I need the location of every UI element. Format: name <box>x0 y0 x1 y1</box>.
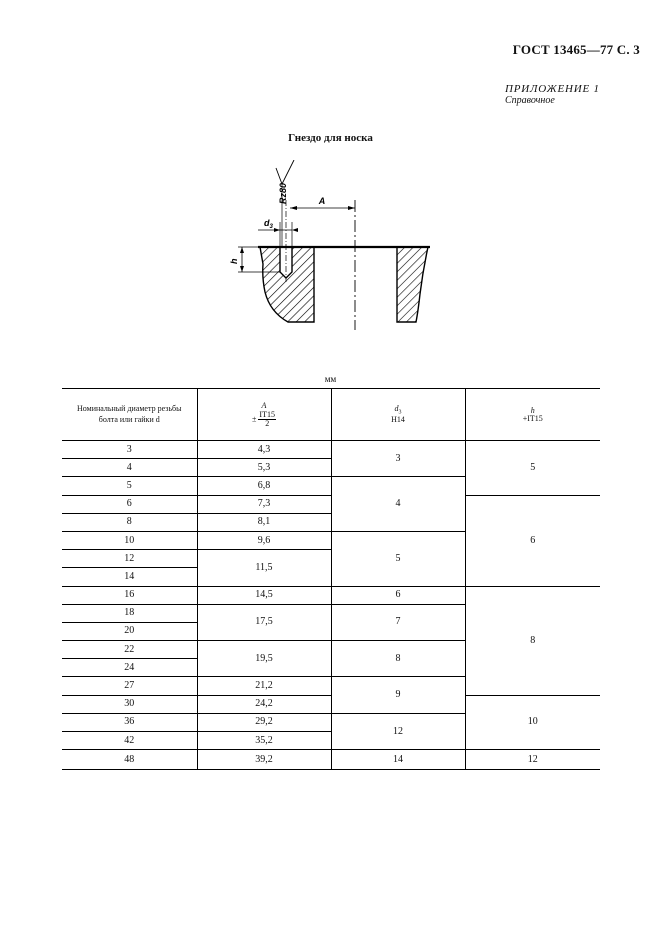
section-left <box>260 247 314 322</box>
cell-d: 30 <box>62 695 197 713</box>
cell-d3: 7 <box>331 604 465 640</box>
dim-d3-label: $d_3$ <box>264 218 273 230</box>
table-row <box>62 441 600 459</box>
section-right <box>397 247 428 322</box>
dim-h-label: h <box>229 258 239 264</box>
cell-d3: 5 <box>331 531 465 586</box>
cell-d: 27 <box>62 677 197 695</box>
figure-title: Гнездо для носка <box>288 132 373 144</box>
cell-a: 14,5 <box>197 586 331 604</box>
cell-d: 10 <box>62 531 197 549</box>
cell-h: 5 <box>465 441 600 496</box>
cell-d: 5 <box>62 477 197 495</box>
cell-a: 7,3 <box>197 495 331 513</box>
cell-a: 39,2 <box>197 750 331 770</box>
cell-d3: 14 <box>331 750 465 770</box>
roughness-label: Rz80 <box>278 182 288 204</box>
cell-h: 10 <box>465 695 600 750</box>
cell-a: 21,2 <box>197 677 331 695</box>
cell-d: 20 <box>62 622 197 640</box>
cell-d: 42 <box>62 732 197 750</box>
cell-a: 19,5 <box>197 641 331 677</box>
units-label: мм <box>324 374 337 384</box>
header-d3: $d_3$ H14 <box>331 389 465 441</box>
cell-d3: 9 <box>331 677 465 713</box>
table-row <box>62 750 600 770</box>
roughness-symbol <box>276 160 294 184</box>
dim-a-label: A <box>318 196 326 206</box>
cell-a: 5,3 <box>197 459 331 477</box>
header-d: Номинальный диаметр резьбы болта или гайки d <box>62 389 197 441</box>
cell-a: 24,2 <box>197 695 331 713</box>
cell-d: 14 <box>62 568 197 586</box>
header-a: A ± $\frac{IT15}{2}$ <box>197 389 331 441</box>
cell-d: 48 <box>62 750 197 770</box>
appendix-type: Справочное <box>505 95 555 106</box>
table-row <box>62 586 600 604</box>
header-h: h +IT15 <box>465 389 600 441</box>
cell-h: 12 <box>465 750 600 770</box>
cell-a: 4,3 <box>197 441 331 459</box>
cell-d: 6 <box>62 495 197 513</box>
cell-a: 11,5 <box>197 550 331 586</box>
cell-d3: 12 <box>331 713 465 749</box>
cell-d3: 6 <box>331 586 465 604</box>
cell-d3: 8 <box>331 641 465 677</box>
cell-a: 17,5 <box>197 604 331 640</box>
cell-d: 4 <box>62 459 197 477</box>
cell-a: 6,8 <box>197 477 331 495</box>
cell-d: 36 <box>62 713 197 731</box>
cell-d: 24 <box>62 659 197 677</box>
appendix-label: ПРИЛОЖЕНИЕ 1 <box>505 83 600 95</box>
cell-d: 3 <box>126 443 132 455</box>
cell-d3: 3 <box>331 441 465 477</box>
cell-d: 18 <box>62 604 197 622</box>
cell-d: 16 <box>62 586 197 604</box>
cell-h: 8 <box>465 586 600 695</box>
cell-a: 9,6 <box>197 531 331 549</box>
cell-h: 6 <box>465 495 600 586</box>
document-header: ГОСТ 13465—77 С. 3 <box>512 42 640 57</box>
cell-a: 35,2 <box>197 732 331 750</box>
socket-drawing <box>220 160 440 330</box>
dimension-table <box>62 388 600 770</box>
cell-a: 8,1 <box>197 513 331 531</box>
cell-d: 8 <box>62 513 197 531</box>
cell-d3: 4 <box>331 477 465 532</box>
cell-a: 29,2 <box>197 713 331 731</box>
cell-d: 22 <box>62 641 197 659</box>
cell-d: 12 <box>62 550 197 568</box>
